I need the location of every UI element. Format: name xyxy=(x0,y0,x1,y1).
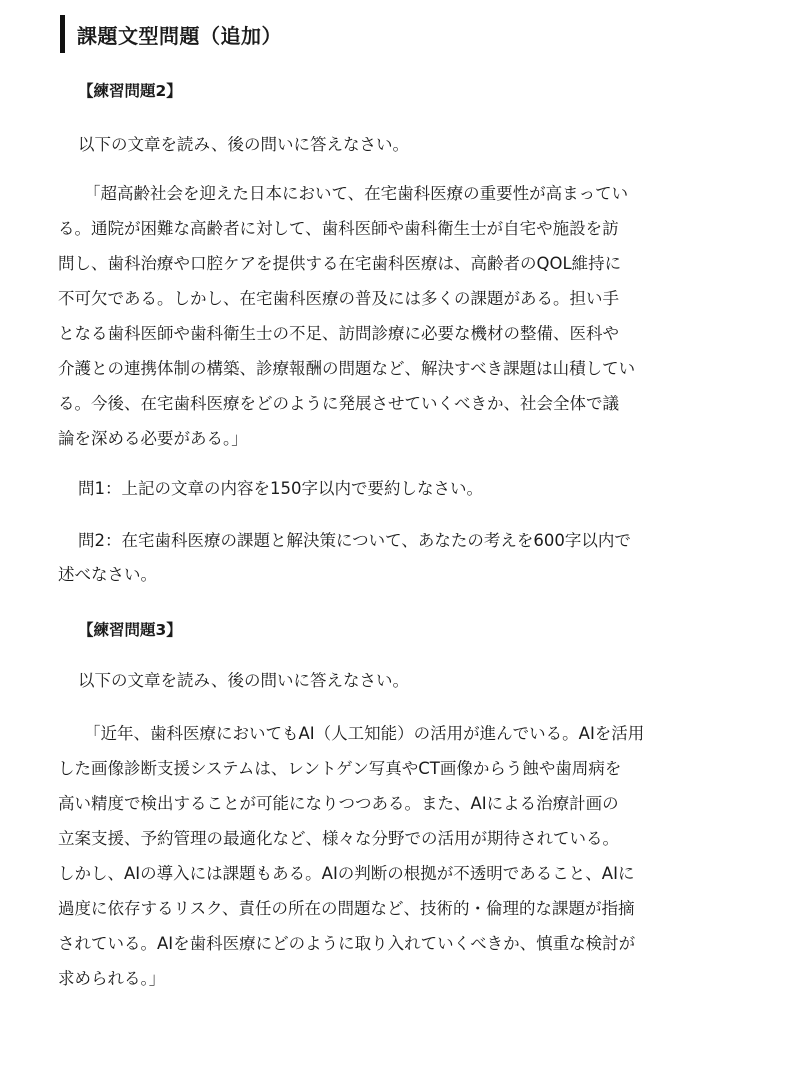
passage-line: されている。AIを歯科医療にどのように取り入れていくべきか、慎重な検討が xyxy=(58,934,636,953)
section-heading xyxy=(60,14,282,54)
passage-line: る。通院が困難な高齢者に対して、歯科医師や歯科衛生士が自宅や施設を訪 xyxy=(58,219,619,238)
passage-line: 過度に依存するリスク、責任の所在の問題など、技術的・倫理的な課題が指摘 xyxy=(58,899,635,918)
problem2-question2-line2: 述べなさい。 xyxy=(58,565,157,584)
problem3-instruction: 以下の文章を読み、後の問いに答えなさい。 xyxy=(78,671,409,690)
problem2-instruction: 以下の文章を読み、後の問いに答えなさい。 xyxy=(78,135,409,154)
passage-line: 求められる。」 xyxy=(58,969,166,988)
passage-line: しかし、AIの導入には課題もある。AIの判断の根拠が不透明であること、AIに xyxy=(58,864,635,883)
passage-line: となる歯科医師や歯科衛生士の不足、訪問診療に必要な機材の整備、医科や xyxy=(58,324,619,343)
passage-line: 高い精度で検出することが可能になりつつある。また、AIによる治療計画の xyxy=(58,794,619,813)
passage-line: 立案支援、予約管理の最適化など、様々な分野での活用が期待されている。 xyxy=(58,829,619,848)
passage-line: 「超高齢社会を迎えた日本において、在宅歯科医療の重要性が高まってい xyxy=(84,184,629,203)
passage-line: 問し、歯科治療や口腔ケアを提供する在宅歯科医療は、高齢者のQOL維持に xyxy=(58,254,622,273)
heading-accent-bar xyxy=(60,15,65,53)
passage-line: る。今後、在宅歯科医療をどのように発展させていくべきか、社会全体で議 xyxy=(58,394,619,413)
passage-line: 不可欠である。しかし、在宅歯科医療の普及には多くの課題がある。担い手 xyxy=(58,289,619,308)
problem3-label: 【練習問題3】 xyxy=(78,621,182,639)
problem2-question2-line1: 問2：在宅歯科医療の課題と解決策について、あなたの考えを600字以内で xyxy=(78,531,631,550)
passage-line: 「近年、歯科医療においてもAI（人工知能）の活用が進んでいる。AIを活用 xyxy=(84,724,645,743)
problem2-question1: 問1：上記の文章の内容を150字以内で要約しなさい。 xyxy=(78,479,483,498)
heading-title: 課題文型問題（追加） xyxy=(77,23,282,48)
passage-line: 介護との連携体制の構築、診療報酬の問題など、解決すべき課題は山積してい xyxy=(58,359,636,378)
passage-line: 論を深める必要がある。」 xyxy=(58,429,248,448)
problem2-label: 【練習問題2】 xyxy=(78,82,182,100)
passage-line: した画像診断支援システムは、レントゲン写真やCT画像からう蝕や歯周病を xyxy=(58,759,622,778)
